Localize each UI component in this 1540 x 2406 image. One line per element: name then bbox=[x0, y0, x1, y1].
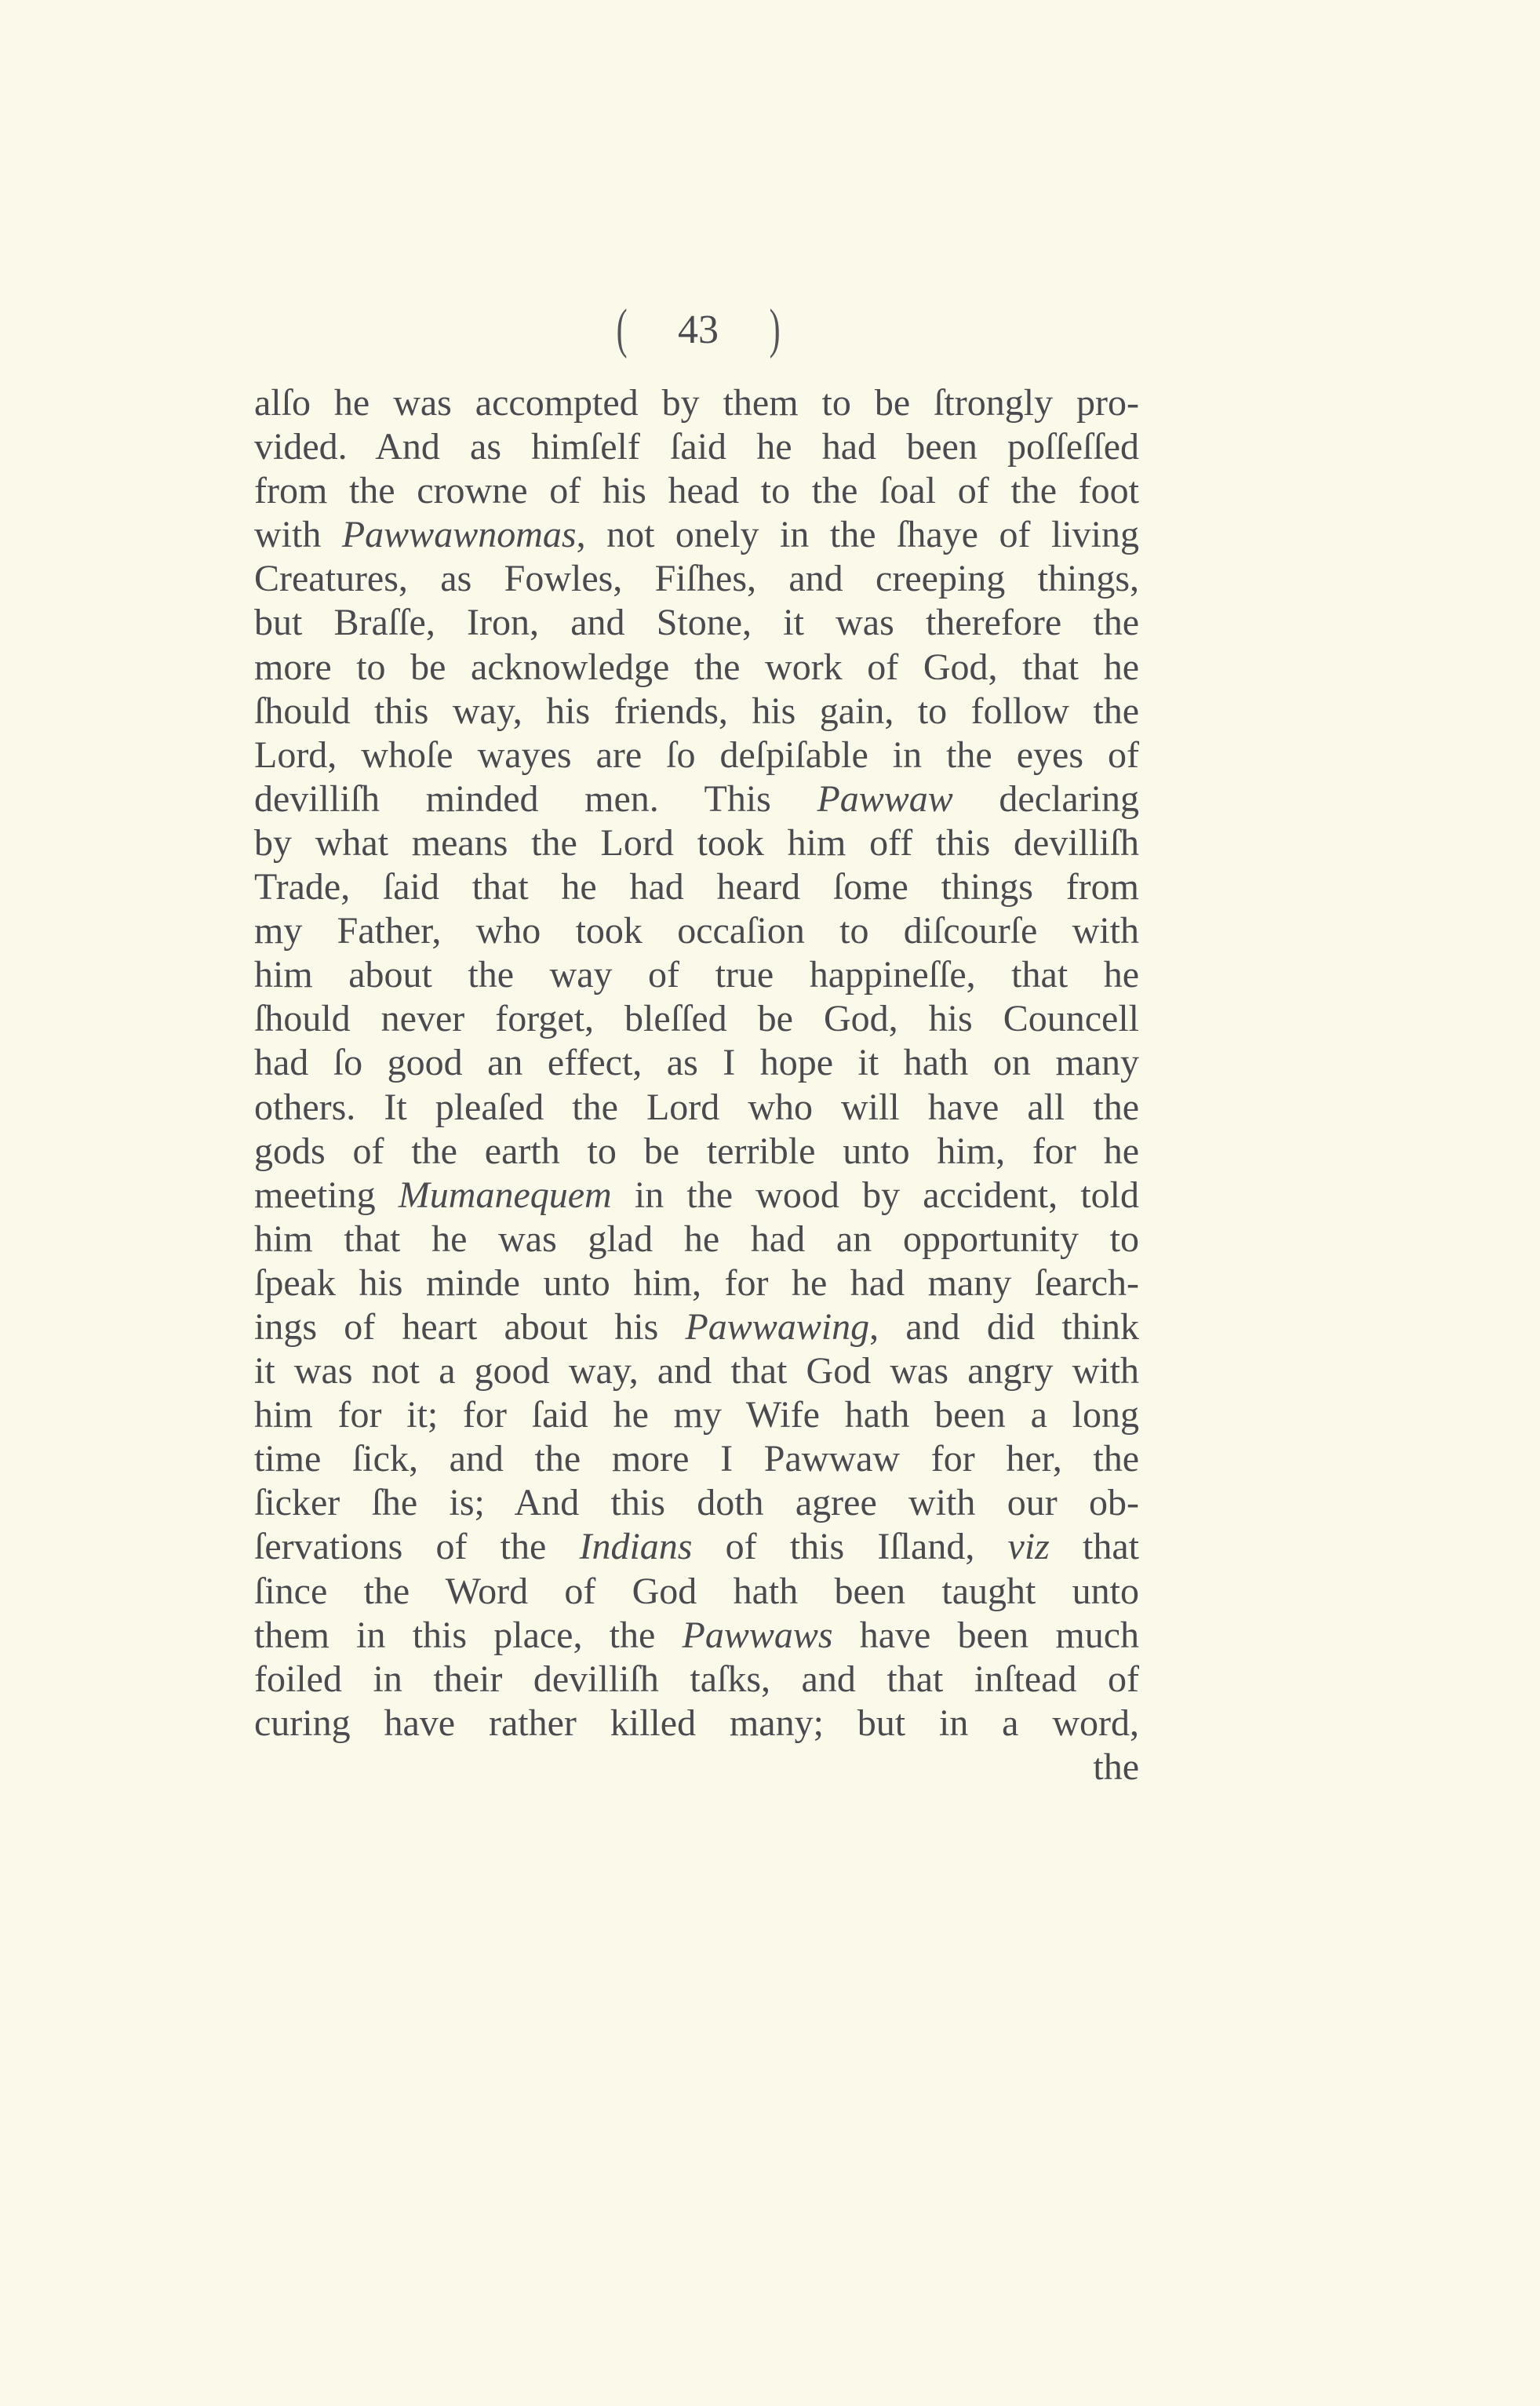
text-segment: him for it; for ſaid he my Wife hath been a long bbox=[254, 1394, 1139, 1436]
text-line bbox=[254, 1525, 1139, 1569]
text-segment: of this Iſland, bbox=[692, 1526, 1008, 1568]
text-segment: , and did think bbox=[869, 1305, 1140, 1348]
text-line bbox=[254, 1614, 1139, 1658]
text-segment: devilliſh minded men. This bbox=[254, 777, 817, 820]
text-segment: ſhould never forget, bleſſed be God, his Councell bbox=[254, 998, 1139, 1040]
text-segment: by what means the Lord took him off this devilliſh bbox=[254, 821, 1139, 864]
text-lines bbox=[254, 381, 1139, 1745]
text-line bbox=[254, 1349, 1139, 1393]
text-segment: vided. And as himſelf ſaid he had been poſſeſſed bbox=[254, 426, 1139, 468]
text-segment: had ſo good an effect, as I hope it hath on many bbox=[254, 1042, 1139, 1084]
text-segment: foiled in their devilliſh taſks, and that inſtead of bbox=[254, 1658, 1139, 1700]
text-segment: ſicker ſhe is; And this doth agree with our ob- bbox=[254, 1482, 1139, 1524]
italic-word: Pawwaws bbox=[682, 1614, 833, 1656]
text-line bbox=[254, 821, 1139, 865]
text-line bbox=[254, 1261, 1139, 1305]
italic-word: Pawwawing bbox=[685, 1305, 870, 1348]
italic-word: viz bbox=[1007, 1526, 1050, 1568]
text-line bbox=[254, 1702, 1139, 1745]
text-segment: my Father, who took occaſion to diſcourſe with bbox=[254, 910, 1139, 952]
text-segment: him about the way of true happineſſe, that he bbox=[254, 954, 1139, 996]
text-line bbox=[254, 1437, 1139, 1481]
text-line bbox=[254, 1174, 1139, 1218]
text-line bbox=[254, 425, 1139, 469]
text-line bbox=[254, 1305, 1139, 1349]
text-segment: Creatures, as Fowles, Fiſhes, and creeping things, bbox=[254, 558, 1139, 600]
body-text bbox=[254, 381, 1139, 1789]
text-segment: Trade, ſaid that he had heard ſome things from bbox=[254, 866, 1139, 908]
page-number-header bbox=[581, 298, 816, 361]
text-line bbox=[254, 1481, 1139, 1525]
text-segment: ings of heart about his bbox=[254, 1305, 686, 1348]
catchword: the bbox=[1093, 1745, 1139, 1788]
close-parenthesis: ) bbox=[769, 299, 781, 359]
text-segment: ſpeak his minde unto him, for he had many ſearch- bbox=[254, 1261, 1139, 1304]
text-segment: ſince the Word of God hath been taught unto bbox=[254, 1570, 1139, 1612]
text-line bbox=[254, 909, 1139, 953]
text-segment: ſhould this way, his friends, his gain, to follow the bbox=[254, 690, 1139, 732]
text-line bbox=[254, 865, 1139, 909]
text-segment: have been much bbox=[832, 1614, 1139, 1656]
open-parenthesis: ( bbox=[616, 299, 628, 359]
text-line bbox=[254, 469, 1139, 513]
page-number: 43 bbox=[678, 307, 719, 352]
text-segment: meeting bbox=[254, 1174, 399, 1216]
text-segment: in the wood by accident, told bbox=[611, 1174, 1139, 1216]
text-segment: others. It pleaſed the Lord who will have all the bbox=[254, 1086, 1139, 1128]
text-segment: time ſick, and the more I Pawwaw for her, the bbox=[254, 1438, 1139, 1480]
text-line bbox=[254, 557, 1139, 601]
text-line bbox=[254, 953, 1139, 997]
text-segment: , not onely in the ſhaye of living bbox=[576, 514, 1139, 556]
text-line bbox=[254, 1658, 1139, 1702]
text-line bbox=[254, 381, 1139, 425]
text-line bbox=[254, 690, 1139, 733]
text-line bbox=[254, 646, 1139, 690]
text-segment: ſervations of the bbox=[254, 1526, 580, 1568]
italic-word: Indians bbox=[579, 1526, 693, 1568]
text-line bbox=[254, 733, 1139, 777]
text-segment: but Braſſe, Iron, and Stone, it was therefore the bbox=[254, 602, 1139, 644]
text-segment: them in this place, the bbox=[254, 1614, 683, 1656]
text-line bbox=[254, 513, 1139, 557]
text-line bbox=[254, 1086, 1139, 1130]
text-line bbox=[254, 1041, 1139, 1085]
text-segment: with bbox=[254, 514, 342, 556]
italic-word: Pawwaw bbox=[817, 777, 953, 820]
text-segment: gods of the earth to be terrible unto him, for he bbox=[254, 1130, 1139, 1172]
text-segment: Lord, whoſe wayes are ſo deſpiſable in the eyes of bbox=[254, 733, 1139, 776]
text-line bbox=[254, 601, 1139, 645]
text-segment: curing have rather killed many; but in a word, bbox=[254, 1702, 1139, 1744]
text-line bbox=[254, 1570, 1139, 1614]
text-line bbox=[254, 1393, 1139, 1437]
text-segment: that bbox=[1049, 1526, 1140, 1568]
text-segment: it was not a good way, and that God was angry with bbox=[254, 1350, 1139, 1392]
text-line bbox=[254, 1218, 1139, 1261]
text-segment: from the crowne of his head to the ſoal of the foot bbox=[254, 470, 1139, 512]
text-line bbox=[254, 777, 1139, 821]
text-line bbox=[254, 1130, 1139, 1174]
italic-word: Mumanequem bbox=[398, 1174, 612, 1216]
text-segment: alſo he was accompted by them to be ſtrongly pro- bbox=[254, 382, 1139, 424]
italic-word: Pawwawnomas bbox=[341, 514, 577, 556]
text-segment: declaring bbox=[952, 777, 1139, 820]
text-segment: more to be acknowledge the work of God, that he bbox=[254, 646, 1139, 688]
text-segment: him that he was glad he had an opportunity to bbox=[254, 1218, 1139, 1260]
text-line bbox=[254, 997, 1139, 1041]
